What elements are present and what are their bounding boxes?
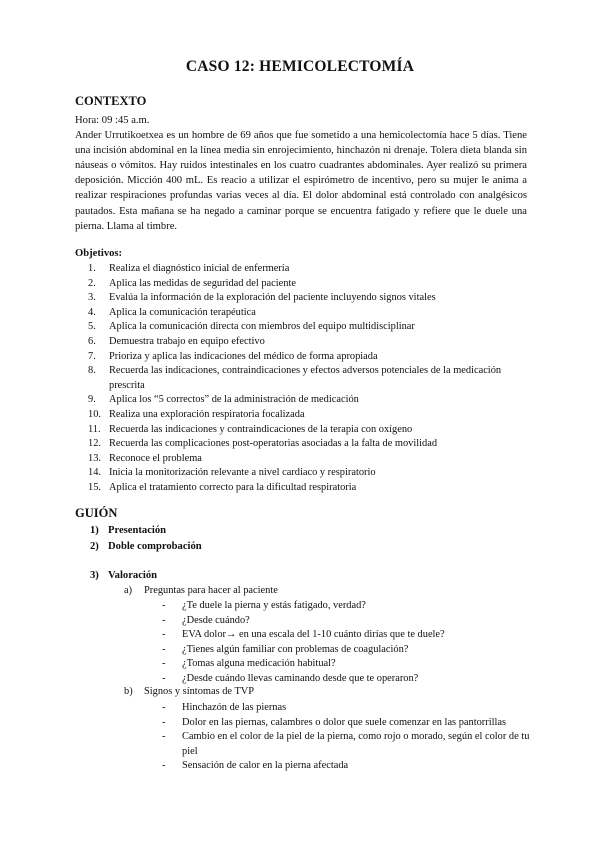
item-number: 1. [88,263,96,274]
questions-list [160,599,532,687]
step-number: 1) [90,525,99,536]
document-title: CASO 12: HEMICOLECTOMÍA [185,58,415,75]
item-number: 11. [88,423,101,435]
item-number: 5. [88,321,96,333]
list-item [75,393,527,408]
item-text: Aplica el tratamiento correcto para la dificultad respiratoria [109,481,357,493]
item-text: Aplica la comunicación terapéutica [109,306,256,318]
list-item [75,481,527,496]
script-step [90,541,530,552]
list-item [75,306,527,321]
subsection-symptoms [124,686,254,697]
list-item [75,291,527,306]
item-text: Inicia la monitorización relevante a nivel cardiaco y respiratorio [109,467,376,479]
script-step [90,570,530,581]
list-item: - Dolor en las piernas, calambres o dolor que suele comenzar en las pantorrillas [160,716,532,731]
item-text: Realiza el diagnóstico inicial de enfermería [109,263,290,274]
item-text: Recuerda las complicaciones post-operatorias asociadas a la falta de movilidad [109,438,438,450]
item-number: 10. [88,408,101,420]
symptoms-list [160,701,532,774]
list-item [75,408,527,423]
context-paragraph: Ander Urrutikoetxea es un hombre de 69 años que fue sometido a una hemicolectomía hace 5 días. Tiene una incisión abdominal en la línea media sin enrojecimiento, hinchazón ni drenaje. Tolera dieta blanda sin náuseas o vómitos. Hay ruidos intestinales en los cuatro cuadrantes abdominales. Ayer realizó su primera deposición. Micción 400 mL. Es reacio a utilizar el espirómetro de incentivo, pero su mujer le anima a realizar respiraciones profundas varias veces al día. El dolor abdominal está controlado con analgésicos pautados. Esta mañana se ha negado a caminar porque se encuentra fatigado y refiere que le duele una pierna. Llama al timbre. [75,130,527,232]
item-number: 12. [88,438,101,450]
item-text: Recuerda las indicaciones, contraindicaciones y efectos adversos potenciales de la medicación prescrita [109,365,502,391]
item-number: 8. [88,365,96,377]
list-item [75,350,527,365]
list-item [75,423,527,438]
item-text: Evalúa la información de la exploración del paciente incluyendo signos vitales [109,292,436,304]
item-text: Aplica los “5 correctos” de la administración de medicación [109,394,359,406]
subsection-label: Signos y síntomas de TVP [144,686,255,697]
item-text: Aplica las medidas de seguridad del paciente [109,277,296,289]
item-text: Recuerda las indicaciones y contraindicaciones de la terapia con oxígeno [109,423,413,435]
list-item [75,437,527,452]
list-item [75,320,527,335]
list-item: - ¿Tienes algún familiar con problemas de coagulación? [160,643,532,658]
item-number: 6. [88,335,96,347]
list-item: - Hinchazón de las piernas [160,701,532,716]
subsection-letter: a) [124,585,133,596]
item-number: 13. [88,452,101,464]
item-text: Realiza una exploración respiratoria focalizada [109,408,305,420]
item-number: 7. [88,350,96,362]
list-item: - EVA dolor→ en una escala del 1-10 cuánto dirías que te duele? [160,628,532,643]
list-item: - ¿Te duele la pierna y estás fatigado, verdad? [160,599,532,614]
list-item [75,466,527,481]
item-text: Reconoce el problema [109,452,202,464]
list-item [75,364,527,393]
subsection-letter: b) [124,686,133,697]
item-number: 9. [88,394,96,406]
list-item [75,277,527,292]
item-number: 2. [88,277,96,289]
item-number: 3. [88,292,96,304]
item-text: Aplica la comunicación directa con miembros del equipo multidisciplinar [109,321,415,333]
item-text: Prioriza y aplica las indicaciones del médico de forma apropiada [109,350,378,362]
list-item [75,262,527,277]
list-item: - ¿Tomas alguna medicación habitual? [160,657,532,672]
step-label: Doble comprobación [108,541,202,552]
item-number: 14. [88,467,101,479]
list-item: - ¿Desde cuándo? [160,614,532,629]
step-number: 2) [90,541,99,552]
step-label: Presentación [108,525,167,536]
list-item: - Sensación de calor en la pierna afectada [160,759,532,774]
list-item: - ¿Desde cuándo llevas caminando desde que te operaron? [160,672,532,687]
script-heading: GUIÓN [75,506,118,520]
script-step [90,525,530,536]
subsection-label: Preguntas para hacer al paciente [144,585,278,596]
item-text: Demuestra trabajo en equipo efectivo [109,335,265,347]
item-number: 4. [88,306,96,318]
context-time: Hora: 09 :45 a.m. [75,115,150,126]
list-item: - Cambio en el color de la piel de la pierna, como rojo o morado, según el color de tu piel [160,730,532,759]
objectives-list [75,262,527,496]
list-item [75,452,527,467]
objectives-heading: Objetivos: [75,248,123,259]
step-number: 3) [90,570,99,581]
context-section [75,113,527,234]
subsection-questions [124,585,278,596]
item-number: 15. [88,481,101,493]
step-label: Valoración [108,570,158,581]
list-item [75,335,527,350]
context-heading: CONTEXTO [75,94,147,108]
